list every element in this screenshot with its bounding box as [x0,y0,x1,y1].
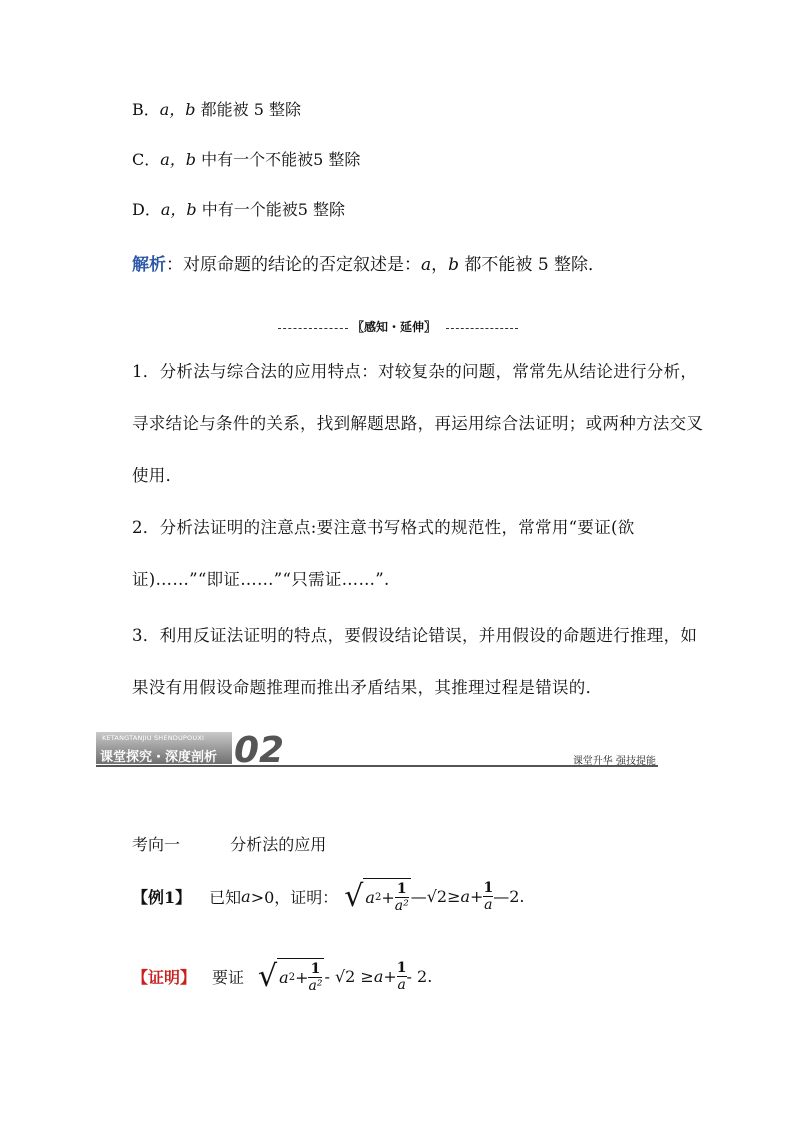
banner-slogan: 课堂升华 强技提能 [572,756,656,767]
example-given: 已知 [209,887,242,907]
proof-sqrt: √ a 2 + $\frac{1}{\text{a²}}$ [258,958,323,994]
analysis-label: 解析 [132,255,166,275]
proof-rhs-fraction: $\frac{1}{a}$ [396,959,407,993]
divider-dash-right [446,328,518,329]
divider-dash-left [278,328,348,329]
option-b-label: B． [132,100,160,119]
radical-icon-2: √ [258,958,278,994]
section-heading [132,832,326,855]
option-d-vars: a，b [160,200,197,219]
banner-number: 02 [234,730,285,771]
proof-minus-sqrt2: - √2 ≥ [324,966,374,986]
banner-rule [96,765,658,767]
analysis-text-before: ：对原命题的结论的否定叙述是： [166,255,421,275]
divider-title: 〖感知・延伸〗 [352,320,437,334]
proof-rhs-end: - 2. [406,966,433,986]
point-3: 3．利用反证法证明的特点，要假设结论错误，并用假设的命题进行推理，如果没有用假设命题推理而推出矛盾结果，其推理过程是错误的． [132,626,698,697]
analysis-var-a: a [421,255,432,275]
banner-title: 课堂探究・深度剖析 [100,750,218,765]
example-minus-sqrt2: —√2≥ [410,886,461,906]
proof-text: 要证 [212,967,245,987]
section-prefix: 考向一 [132,835,181,854]
option-b-text: 都能被 5 整除 [195,100,302,119]
analysis [132,250,605,275]
example-sqrt: √ a 2 + $\frac{1}{\text{a²}}$ [344,878,409,914]
example-var: a [241,886,251,906]
section-title: 分析法的应用 [230,835,327,854]
option-c-text: 中有一个不能被5 整除 [196,150,361,169]
example-label: 【例1】 [132,887,192,907]
example-1: 【例1】 已知 a >0，证明： √ a 2 + $\frac{1}{\text{a²}}$ —√2≥ a + $\frac{1}{a}$ —2. [132,878,525,914]
radical-icon: √ [344,878,364,914]
section-banner [96,730,658,771]
analysis-text-after: 都不能被 5 整除． [459,255,606,275]
example-cond: >0，证明： [250,887,339,907]
analysis-var-b: b [448,255,460,275]
analysis-comma: ， [431,255,449,275]
option-d-label: D． [132,200,161,219]
option-d [132,197,345,220]
option-c [132,147,360,170]
example-rhs-end: —2. [493,886,525,906]
point-2: 2．分析法证明的注意点:要注意书写格式的规范性，常常用“要证(欲证)……”“即证……”“只需证……”. [132,518,635,589]
option-b-vars: a，b [159,100,196,119]
example-rhs-fraction: $\frac{1}{a}$ [483,879,494,913]
example-fraction: $\frac{1}{\text{a²}}$ [394,881,409,914]
option-c-vars: a，b [160,150,197,169]
banner-pinyin: KETANGTANJIU SHENDUPOUXI [102,734,205,742]
point-1: 1．分析法与综合法的应用特点：对较复杂的问题，常常先从结论进行分析，寻求结论与条件的关系，找到解题思路，再运用综合法证明；或两种方法交叉使用． [132,362,704,485]
proof-fraction: $\frac{1}{\text{a²}}$ [308,961,323,994]
proof-label: 【证明】 [132,967,197,987]
section-divider [278,318,518,338]
option-d-text: 中有一个能被5 整除 [196,200,345,219]
proof-line: 【证明】 要证 √ a 2 + $\frac{1}{\text{a²}}$ - √2 ≥ a + $\frac{1}{a}$ - 2. [132,958,433,994]
option-c-label: C． [132,150,161,169]
option-b [132,97,301,120]
